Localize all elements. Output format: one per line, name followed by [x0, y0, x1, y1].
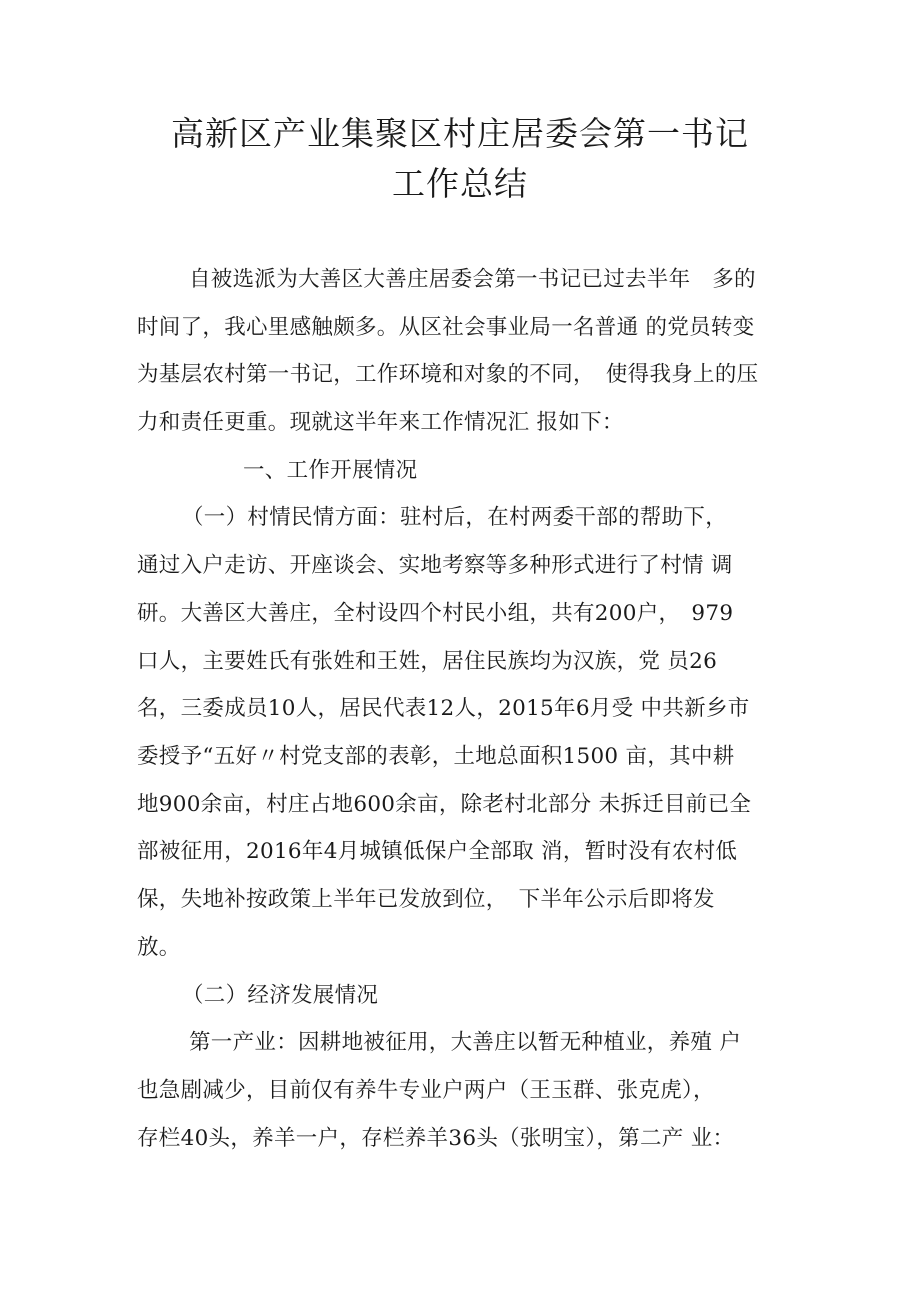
body-line-9: 口人，主要姓氏有张姓和王姓，居住民族均为汉族，党 员26 — [137, 649, 718, 674]
body-line-4: 力和责任更重。现就这半年来工作情况汇 报如下： — [137, 410, 624, 435]
body-line-13: 部被征用，2016年4月城镇低保户全部取 消，暂时没有农村低 — [137, 839, 738, 864]
body-line-17: 第一产业：因耕地被征用，大善庄以暂无种植业，养殖 户 — [189, 1030, 742, 1055]
section-heading-1: 一、工作开展情况 — [243, 458, 418, 483]
document-title-line-2: 工作总结 — [392, 164, 528, 203]
body-line-19: 存栏40头，养羊一户，存栏养羊36头（张明宝），第二产 业： — [137, 1126, 735, 1151]
body-line-1: 自被选派为大善区大善庄居委会第一书记已过去半年 多的 — [189, 267, 756, 292]
body-line-12: 地900余亩，村庄占地600余亩，除老村北部分 未拆迁目前已全 — [137, 792, 752, 817]
body-line-6: （一）村情民情方面：驻村后，在村两委干部的帮助下， — [182, 505, 728, 530]
body-line-8: 研。大善区大善庄，全村设四个村民小组，共有200户， 979 — [137, 601, 734, 626]
body-line-10: 名，三委成员10人，居民代表12人，2015年6月受 中共新乡市 — [137, 696, 750, 721]
document-title-line-1: 高新区产业集聚区村庄居委会第一书记 — [171, 114, 749, 153]
section-heading-2: （二）经济发展情况 — [182, 983, 379, 1008]
body-line-15: 放。 — [137, 935, 181, 960]
body-line-18: 也急剧减少，目前仅有养牛专业户两户（王玉群、张克虎）， — [137, 1078, 715, 1103]
body-line-2: 时间了，我心里感触颇多。从区社会事业局一名普通 的党员转变 — [137, 315, 755, 340]
body-line-14: 保，失地补按政策上半年已发放到位， 下半年公示后即将发 — [137, 887, 715, 912]
body-line-7: 通过入户走访、开座谈会、实地考察等多种形式进行了村情 调 — [137, 553, 733, 578]
body-line-3: 为基层农村第一书记，工作环境和对象的不同， 使得我身上的压 — [137, 362, 759, 387]
body-line-11: 委授予“五好〃村党支部的表彰，土地总面积1500 亩，其中耕 — [137, 744, 735, 769]
